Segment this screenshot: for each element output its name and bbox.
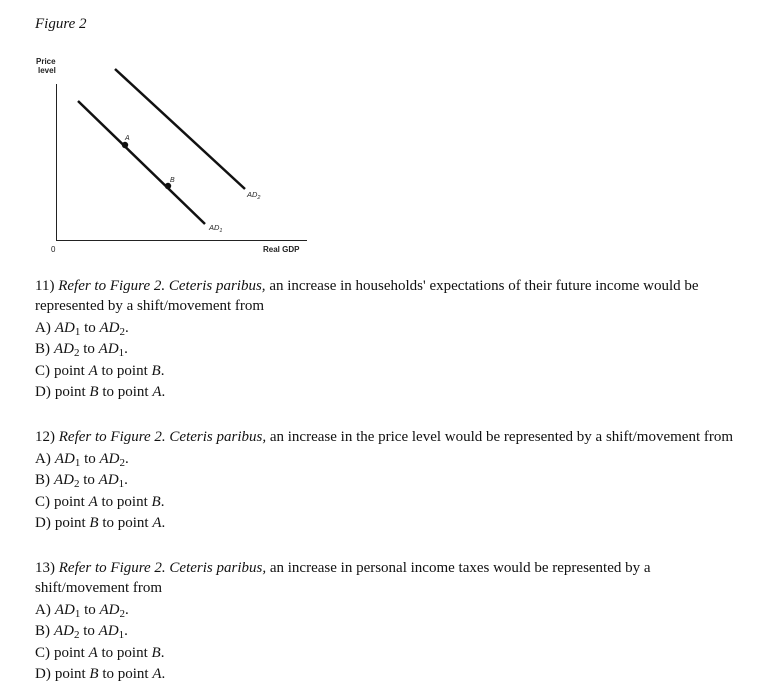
option-label: B) [35,623,50,639]
y-axis-label-price: Price [36,57,56,66]
option-label: B) [35,341,50,357]
figure-reference: Refer to Figure 2. [58,278,166,294]
answer-option-c[interactable]: C) point A to point B. [35,362,165,379]
option-from: B [89,515,99,531]
ceteris-paribus: Ceteris paribus, [169,429,267,445]
option-label: C) [35,362,50,379]
option-pre: point [54,384,86,400]
question-11 [35,276,745,402]
answer-option-a[interactable]: A) $AD_1$ to $AD_2$. [35,601,129,620]
ad2-label-name: AD [247,190,258,199]
option-mid: to point [102,515,149,531]
option-to: AD [98,341,119,357]
option-to: AD [99,601,120,618]
y-axis-label-level: level [38,66,56,75]
point-a-label: A [125,135,130,142]
option-pre: point [54,515,86,531]
option-from: B [89,384,99,400]
option-to-sub: 2 [119,325,125,338]
answer-option-a[interactable]: A) $AD_1$ to $AD_2$. [35,319,129,338]
answer-option-a[interactable]: A) $AD_1$ to $AD_2$. [35,450,129,469]
option-mid: to point [101,493,148,510]
question-number: 12) [35,429,55,445]
option-mid: to [84,450,96,467]
option-to: A [152,666,162,682]
option-to: A [152,384,162,400]
option-to: B [151,644,161,661]
option-mid: to [83,472,95,488]
question-text: an increase in households' expectations of their future income would be represented by a shift/movement from [35,278,699,314]
option-label: B) [35,472,50,488]
question-text: an increase in personal income taxes would be represented by a shift/movement from [35,560,651,596]
option-label: A) [35,319,51,336]
option-to: B [151,493,161,510]
ad1-label [208,223,222,234]
option-from-sub: 2 [74,478,80,490]
point-b-label: B [170,177,175,184]
option-to: AD [99,450,120,467]
answer-option-b[interactable]: B) $AD_2$ to $AD_1$. [35,341,128,359]
option-to: AD [98,472,119,488]
option-pre: point [54,666,86,682]
option-label: C) [35,644,50,661]
option-label: A) [35,450,51,467]
answer-option-b[interactable]: B) $AD_2$ to $AD_1$. [35,472,128,490]
option-from-sub: 1 [74,325,81,338]
option-from: AD [54,341,74,357]
option-mid: to point [101,362,148,379]
question-number: 13) [35,560,55,576]
option-to-sub: 2 [119,607,125,620]
option-label: D) [35,384,51,400]
option-mid: to [84,601,96,618]
option-from: A [88,644,98,661]
question-12 [35,427,745,533]
option-to-sub: 1 [118,629,125,641]
question-stem [35,558,745,598]
option-from-sub: 2 [74,347,80,359]
option-mid: to [83,341,95,357]
x-axis-label: Real GDP [263,245,300,254]
option-label: C) [35,493,50,510]
option-from-sub: 1 [74,456,81,469]
option-from: A [88,493,98,510]
option-from: A [88,362,98,379]
ad2-label [246,190,260,201]
question-number: 11) [35,278,55,294]
option-from: B [89,666,99,682]
origin-label: 0 [51,245,56,254]
option-from: AD [54,450,75,467]
point-a [122,142,128,148]
option-pre: point [54,362,85,379]
option-to-sub: 2 [119,456,125,469]
option-from: AD [54,623,74,639]
figure-title: Figure 2 [35,16,87,32]
option-from: AD [54,472,74,488]
answer-option-d[interactable]: D) point B to point A. [35,515,166,531]
option-mid: to point [102,384,149,400]
option-to-sub: 1 [118,478,125,490]
ad2-curve [115,69,245,189]
ad1-label-sub: 1 [219,228,223,234]
question-stem [35,276,745,316]
option-mid: to [84,319,96,336]
option-label: D) [35,666,51,682]
option-mid: to point [101,644,148,661]
figure-reference: Refer to Figure 2. [58,429,166,445]
option-to-sub: 1 [118,347,125,359]
option-to: AD [99,319,120,336]
option-from: AD [54,319,75,336]
question-text: an increase in the price level would be represented by a shift/movement from [269,429,734,445]
option-pre: point [54,493,85,510]
answer-option-d[interactable]: D) point B to point A. [35,384,166,400]
question-list [35,276,745,684]
ceteris-paribus: Ceteris paribus, [168,278,266,294]
answer-option-c[interactable]: C) point A to point B. [35,644,165,661]
answer-option-c[interactable]: C) point A to point B. [35,493,165,510]
option-label: A) [35,601,51,618]
figure-reference: Refer to Figure 2. [58,560,166,576]
option-mid: to [83,623,95,639]
ad1-label-name: AD [209,223,220,232]
option-from-sub: 1 [74,607,81,620]
option-pre: point [54,644,85,661]
option-to: B [151,362,161,379]
option-to: AD [98,623,119,639]
option-label: D) [35,515,51,531]
ad1-curve [78,101,205,224]
ceteris-paribus: Ceteris paribus, [169,560,267,576]
option-from-sub: 2 [74,629,80,641]
aggregate-demand-figure [0,0,330,262]
option-mid: to point [102,666,149,682]
option-from: AD [54,601,75,618]
question-13 [35,558,745,684]
answer-option-b[interactable]: B) $AD_2$ to $AD_1$. [35,623,128,641]
answer-option-d[interactable]: D) point B to point A. [35,666,166,682]
option-to: A [152,515,162,531]
question-stem [35,427,745,447]
ad2-label-sub: 2 [257,195,261,201]
